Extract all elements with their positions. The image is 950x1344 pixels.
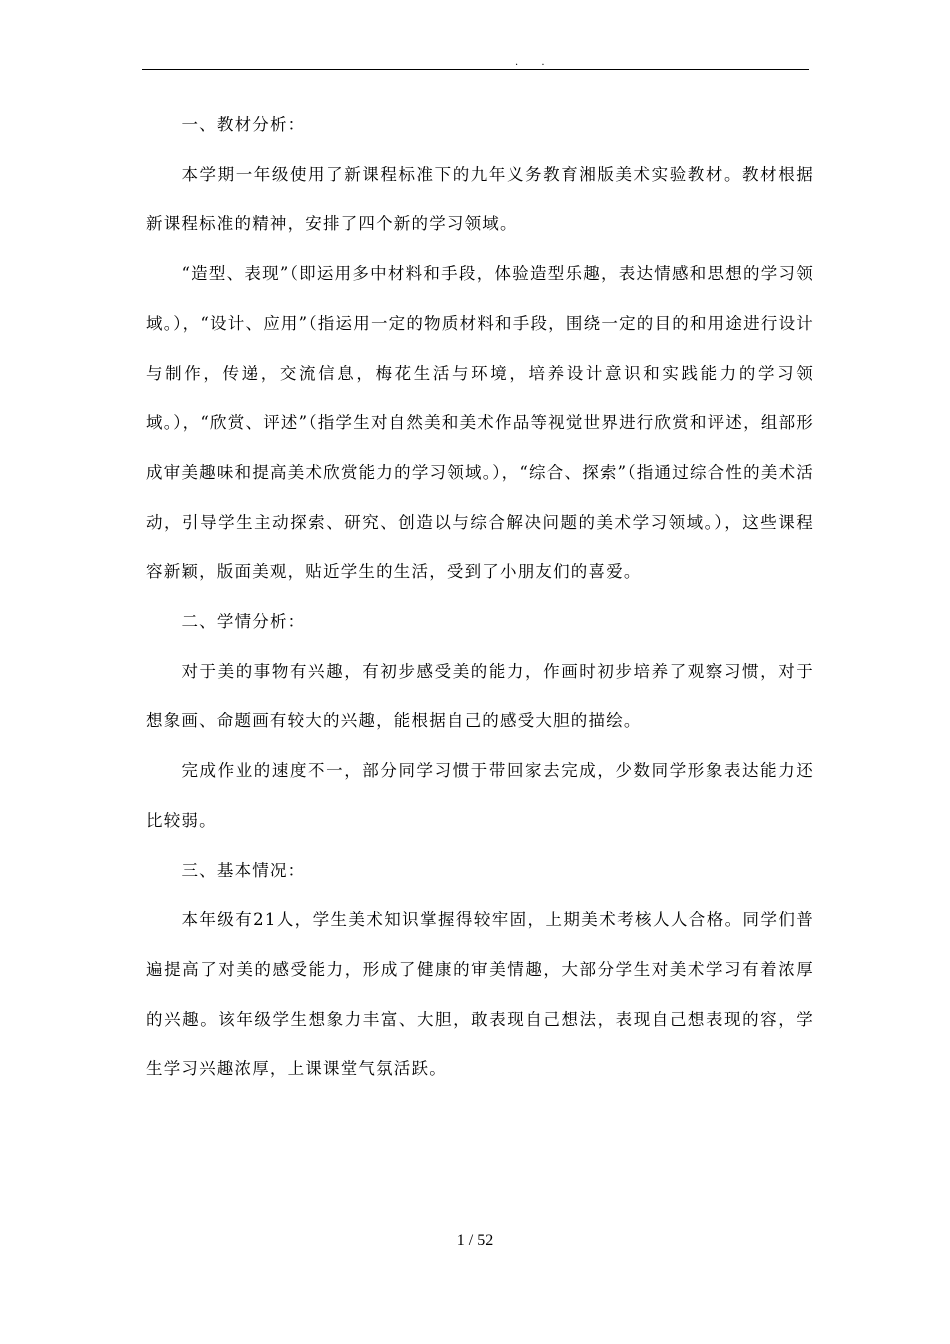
paragraph-homework-speed: 完成作业的速度不一，部分同学习惯于带回家去完成，少数同学形象表达能力还比较弱。 <box>146 761 814 830</box>
paragraph-student-interest: 对于美的事物有兴趣，有初步感受美的能力，作画时初步培养了观察习惯，对于想象画、命题画有较大的兴趣，能根据自己的感受大胆的描绘。 <box>146 661 814 731</box>
header-mark: . . <box>515 57 555 68</box>
document-body <box>146 100 814 1094</box>
section-heading-student-analysis: 二、学情分析： <box>181 612 306 632</box>
paragraph-learning-domains: “造型、表现”（即运用多中材料和手段，体验造型乐趣，表达情感和思想的学习领域。），“设计、应用”（指运用一定的物质材料和手段，围绕一定的目的和用途进行设计与制作，传递，交流信息，梅花生活与环境，培养设计意识和实践能力的学习领域。），“欣赏、评述”（指学生对自然美和美术作品等视觉世界进行欣赏和评述，组部形成审美趣味和提高美术欣赏能力的学习领域。），“综合、探索”（指通过综合性的美术活动，引导学生主动探索、研究、创造以与综合解决问题的美术学习领域。），这些课程容新颖，版面美观，贴近学生的生活，受到了小朋友们的喜爱。 <box>146 264 814 582</box>
section-heading-basic-situation: 三、基本情况： <box>181 860 306 880</box>
paragraph-grade-overview: 本年级有21人，学生美术知识掌握得较牢固，上期美术考核人人合格。同学们普遍提高了对美的感受能力，形成了健康的审美情趣，大部分学生对美术学习有着浓厚的兴趣。该年级学生想象力丰富、大胆，敢表现自己想法，表现自己想表现的容，学生学习兴趣浓厚，上课课堂气氛活跃。 <box>146 910 814 1079</box>
section-heading-teaching-material: 一、教材分析： <box>181 115 306 134</box>
paragraph-material-intro: 本学期一年级使用了新课程标准下的九年义务教育湘版美术实验教材。教材根据新课程标准的精神，安排了四个新的学习领域。 <box>146 164 814 234</box>
header-rule <box>142 69 809 70</box>
page-number: 1 / 52 <box>456 1232 494 1249</box>
